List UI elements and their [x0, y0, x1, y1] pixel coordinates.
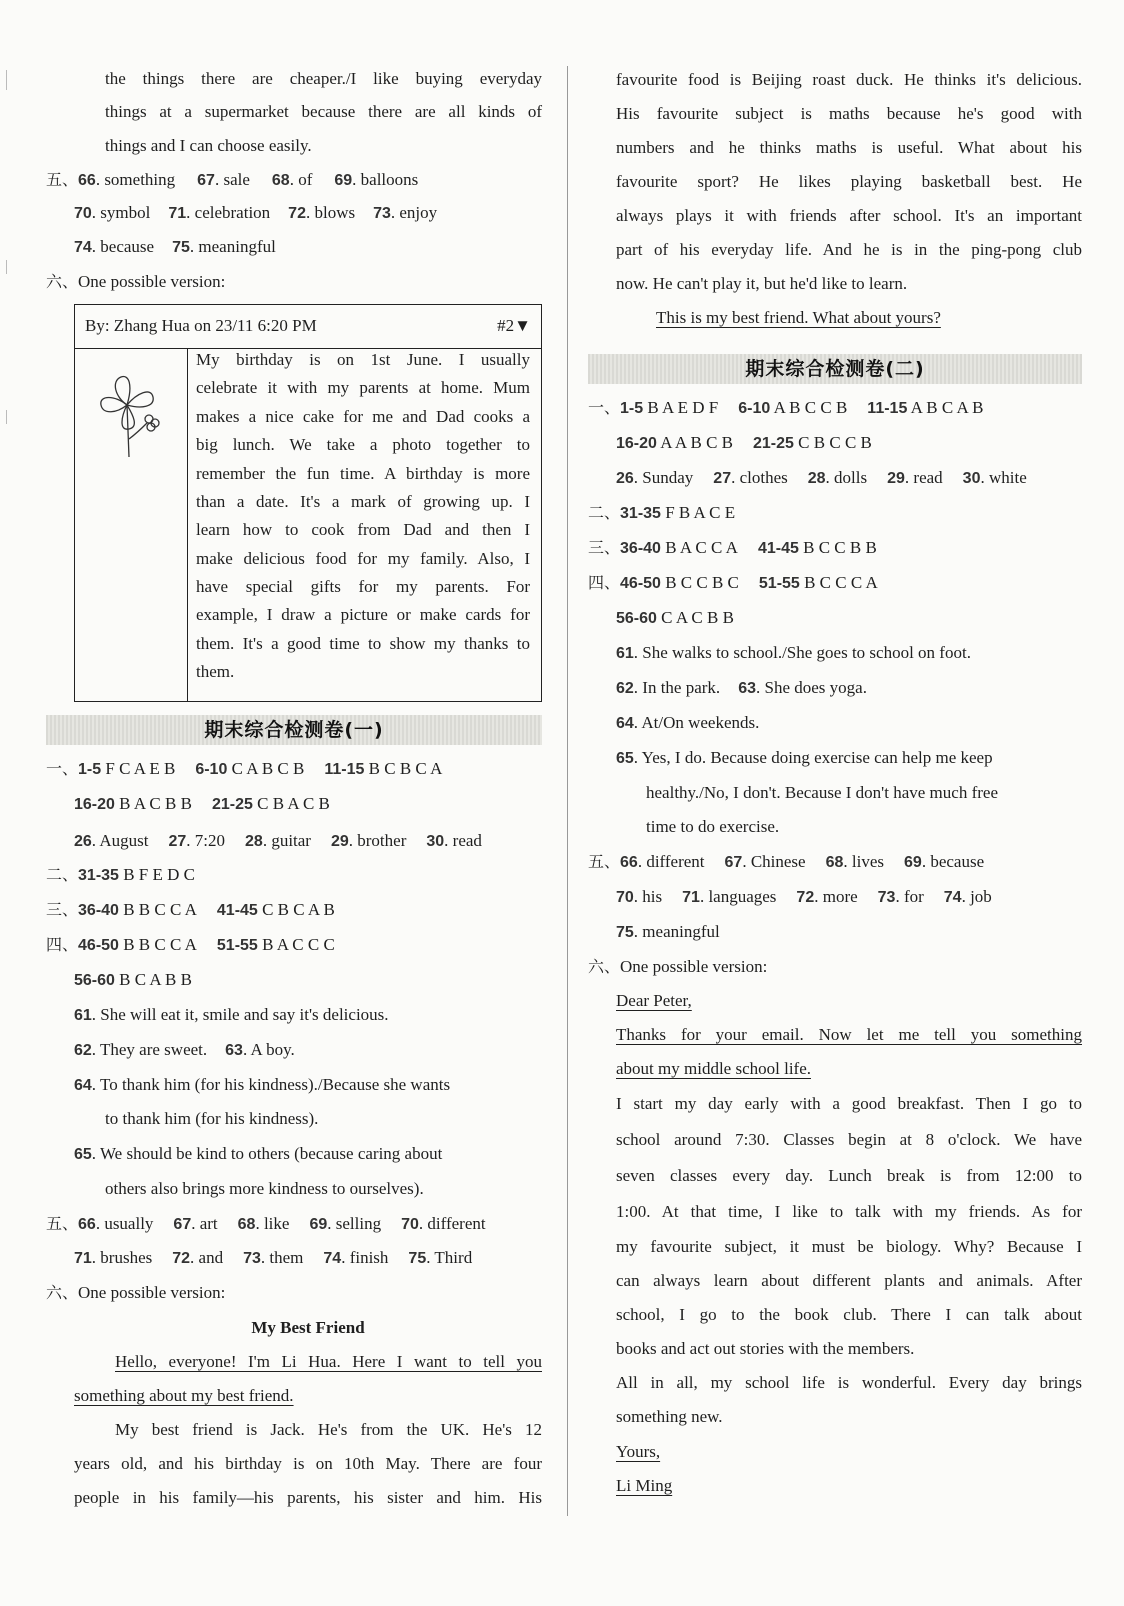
letter-line: my favourite subject, it must be biology. Why? Because I: [616, 1237, 1082, 1256]
answer: They are sweet.: [100, 1040, 208, 1059]
answer: C A C B B: [661, 608, 734, 627]
post-line: learn how to cook from Dad and then I: [196, 520, 530, 539]
answer: blows: [314, 203, 356, 222]
item-number: 72: [172, 1250, 191, 1267]
post-line: than a date. It's a mark of growing up. I: [196, 492, 530, 511]
item-number: 56-60: [616, 610, 657, 627]
exam1-section-1-row: [74, 793, 330, 816]
exam2-section-4-row: [616, 607, 734, 630]
answer: brother: [357, 831, 407, 850]
letter-line: I start my day early with a good breakfast. Then I go to: [616, 1094, 1082, 1113]
essay-opening-line: Hello, everyone! I'm Li Hua. Here I want to tell you: [115, 1352, 542, 1371]
answer: because: [100, 237, 155, 256]
item-number: 71: [168, 205, 187, 222]
item-number: 41-45: [757, 540, 799, 557]
answer: A B C A B: [910, 398, 984, 417]
answer: meaningful: [198, 237, 276, 256]
answer: symbol: [100, 203, 151, 222]
answer: B C B C A: [368, 759, 443, 778]
section-marker: 六、: [46, 272, 79, 291]
letter-greeting: Dear Peter,: [616, 991, 692, 1010]
exam2-section-5-row: 75. meaningful: [616, 922, 720, 941]
essay-line: part of his everyday life. And he is in the ping-pong club: [616, 240, 1082, 259]
post-line: celebrate it with my parents at home. Mum: [196, 378, 530, 397]
item-number: 16-20: [616, 435, 657, 452]
answer: balloons: [360, 170, 419, 189]
essay-closing-line: This is my best friend. What about yours?: [656, 308, 941, 327]
box-divider: [187, 348, 188, 701]
item-number: 70: [401, 1216, 419, 1233]
section-marker: 一、: [46, 759, 79, 778]
label: One possible version:: [78, 272, 226, 291]
item-number: 27: [168, 833, 187, 850]
item-number: 36-40: [78, 902, 119, 919]
item-number: 41-45: [216, 902, 258, 919]
answer: sale: [223, 170, 250, 189]
item-number: 61: [616, 645, 634, 662]
answer: meaningful: [642, 922, 720, 941]
item-number: 56-60: [74, 972, 115, 989]
answer: B A C B B: [119, 794, 192, 813]
item-number: 46-50: [620, 575, 661, 592]
item-number: 74: [323, 1250, 342, 1267]
section-marker: 二、: [588, 503, 621, 522]
item-number: 36-40: [620, 540, 661, 557]
answer: and: [198, 1248, 224, 1267]
answer: guitar: [271, 831, 311, 850]
item-number: 51-55: [758, 575, 800, 592]
answer: Yes, I do. Because doing exercise can help me keep: [641, 748, 993, 767]
exam2-section-5-row: 五、66. different 67. Chinese 68. lives 69. because: [588, 852, 985, 871]
item-number: 63: [738, 680, 756, 697]
section-5-answers: 74. because 75. meaningful: [74, 237, 276, 256]
post-header: [75, 305, 541, 349]
item-number: 30: [426, 833, 445, 850]
item-number: 68: [237, 1216, 256, 1233]
essay-line: My best friend is Jack. He's from the UK. He's 12: [115, 1420, 542, 1439]
answer: read: [913, 468, 943, 487]
exam2-section-2-row: [588, 502, 735, 525]
answer: B A E D F: [647, 398, 719, 417]
answer: Sunday: [642, 468, 694, 487]
letter-line: something new.: [616, 1407, 723, 1426]
answer: like: [263, 1214, 290, 1233]
section-marker: 五、: [46, 170, 79, 189]
exam2-q65-cont: time to do exercise.: [646, 817, 780, 836]
item-number: 6-10: [195, 761, 228, 778]
item-number: 26: [74, 833, 92, 850]
exam1-section-6-label: [46, 1282, 225, 1304]
essay-line: His favourite subject is maths because he's good with: [616, 104, 1082, 123]
item-number: 51-55: [216, 937, 258, 954]
answer: August: [99, 831, 149, 850]
item-number: 68: [825, 854, 844, 871]
exam1-section-5-row: 五、66. usually 67. art 68. like 69. selling 70. different: [46, 1214, 486, 1233]
item-number: 21-25: [211, 796, 253, 813]
post-line: example, I draw a picture or make cards for: [196, 605, 530, 624]
answer: C A B C B: [231, 759, 305, 778]
answer: job: [970, 887, 992, 906]
item-number: 73: [877, 889, 896, 906]
label: One possible version:: [620, 957, 768, 976]
answer: 7:20: [194, 831, 226, 850]
item-number: 66: [620, 854, 638, 871]
section-marker: 二、: [46, 865, 79, 884]
exam2-section-4-row: [588, 572, 878, 595]
exam1-q65: 65. We should be kind to others (because caring about: [74, 1144, 443, 1163]
answer: At/On weekends.: [641, 713, 760, 732]
item-number: 69: [309, 1216, 328, 1233]
item-number: 74: [943, 889, 962, 906]
answer: B C C B B: [803, 538, 877, 557]
item-number: 1-5: [78, 761, 102, 778]
answer: clothes: [739, 468, 788, 487]
answer: Chinese: [750, 852, 806, 871]
answer: B F E D C: [123, 865, 195, 884]
item-number: 68: [271, 172, 290, 189]
answer: different: [427, 1214, 486, 1233]
item-number: 28: [807, 470, 826, 487]
answer: She does yoga.: [764, 678, 867, 697]
item-number: 70: [616, 889, 634, 906]
item-number: 1-5: [620, 400, 644, 417]
answer: C B C A B: [262, 900, 335, 919]
item-number: 21-25: [753, 435, 794, 452]
letter-line: school, I go to the book club. There I can talk about: [616, 1305, 1082, 1324]
section-marker: 一、: [588, 398, 621, 417]
section-marker: 三、: [46, 900, 79, 919]
exam2-section-1-row: 26. Sunday 27. clothes 28. dolls 29. read 30. white: [616, 468, 1027, 487]
exam1-section-2-row: [46, 864, 195, 887]
item-number: 69: [904, 854, 922, 871]
section-marker: 六、: [46, 1283, 79, 1302]
item-number: 71: [682, 889, 700, 906]
section-marker: 四、: [46, 935, 79, 954]
answer: She walks to school./She goes to school on foot.: [642, 643, 971, 662]
item-number: 75: [172, 239, 190, 256]
answer: brushes: [100, 1248, 153, 1267]
exam2-section-6-label: [588, 956, 767, 978]
item-number: 6-10: [738, 400, 771, 417]
essay-line: favourite sport? He likes playing basketball best. He: [616, 172, 1082, 191]
answer: more: [822, 887, 858, 906]
item-number: 75: [408, 1250, 427, 1267]
essay-line: favourite food is Beijing roast duck. He thinks it's delicious.: [616, 70, 1082, 89]
text-line: the things there are cheaper./I like buying everyday: [105, 69, 542, 88]
answer: F B A C E: [665, 503, 736, 522]
item-number: 65: [74, 1146, 92, 1163]
post-line: My birthday is on 1st June. I usually: [196, 350, 530, 369]
answer: C B A C B: [257, 794, 330, 813]
essay-line: numbers and he thinks maths is useful. What about his: [616, 138, 1082, 157]
answer: B C A B B: [119, 970, 192, 989]
answer: because: [930, 852, 985, 871]
answer: read: [452, 831, 482, 850]
post-line: remember the fun time. A birthday is more: [196, 464, 530, 483]
letter-opening-line: Thanks for your email. Now let me tell you something: [616, 1025, 1082, 1044]
answer: B C C C A: [804, 573, 878, 592]
essay-title: My Best Friend: [251, 1318, 365, 1337]
essay-line: now. He can't play it, but he'd like to learn.: [616, 274, 908, 293]
letter-closing: Yours,: [616, 1442, 661, 1461]
section-5-answers: 五、66. something 67. sale 68. of 69. balloons: [46, 170, 419, 189]
answer: To thank him (for his kindness)./Because she wants: [100, 1075, 451, 1094]
letter-line: seven classes every day. Lunch break is from 12:00 to: [616, 1166, 1082, 1185]
item-number: 70: [74, 205, 92, 222]
exam-2-title: 期末综合检测卷(二): [588, 354, 1082, 384]
item-number: 27: [713, 470, 732, 487]
exam1-section-4-row: [46, 934, 335, 957]
item-number: 73: [243, 1250, 261, 1267]
item-number: 65: [616, 750, 634, 767]
post-line: makes a nice cake for me and Dad cooks a: [196, 407, 530, 426]
answer: languages: [708, 887, 777, 906]
answer: B C C B C: [665, 573, 739, 592]
letter-opening-line: about my middle school life.: [616, 1059, 811, 1078]
post-line: them. It's a good time to show my thanks to: [196, 634, 530, 653]
item-number: 72: [288, 205, 306, 222]
post-tag: #2▼: [497, 316, 531, 335]
item-number: 64: [74, 1077, 92, 1094]
letter-line: school around 7:30. Classes begin at 8 o'clock. We have: [616, 1130, 1082, 1149]
letter-line: books and act out stories with the members.: [616, 1339, 915, 1358]
post-line: make delicious food for my family. Also, I: [196, 549, 530, 568]
item-number: 29: [330, 833, 349, 850]
essay-line: years old, and his birthday is on 10th May. There are four: [74, 1454, 542, 1473]
answer: C B C C B: [798, 433, 872, 452]
item-number: 11-15: [324, 761, 365, 778]
item-number: 67: [724, 854, 743, 871]
post-line: big lunch. We take a photo together to: [196, 435, 530, 454]
post-author-line: By: Zhang Hua on 23/11 6:20 PM: [85, 316, 317, 335]
exam1-q65-cont: others also brings more kindness to ourselves).: [105, 1179, 424, 1198]
answer: A boy.: [250, 1040, 295, 1059]
section-marker: 六、: [588, 957, 621, 976]
exam2-section-1-row: [588, 397, 983, 420]
item-number: 64: [616, 715, 634, 732]
edge-mark: [6, 410, 7, 424]
letter-signature: Li Ming: [616, 1476, 673, 1495]
item-number: 67: [173, 1216, 192, 1233]
essay-opening-line: something about my best friend.: [74, 1386, 294, 1405]
answer: different: [646, 852, 705, 871]
item-number: 11-15: [867, 400, 908, 417]
answer: B A C C A: [665, 538, 738, 557]
essay-line: people in his family—his parents, his sister and him. His: [74, 1488, 542, 1507]
post-line: have special gifts for my parents. For: [196, 577, 530, 596]
letter-line: All in all, my school life is wonderful. Every day brings: [616, 1373, 1082, 1392]
exam1-q61: 61. She will eat it, smile and say it's delicious.: [74, 1005, 389, 1024]
item-number: 62: [74, 1042, 92, 1059]
answer: enjoy: [399, 203, 438, 222]
edge-mark: [6, 70, 7, 90]
section-6-label: [46, 271, 225, 293]
exam2-q62-63: 62. In the park. 63. She does yoga.: [616, 678, 867, 697]
exam1-section-5-row: 71. brushes 72. and 73. them 74. finish 75. Third: [74, 1248, 473, 1267]
section-marker: 三、: [588, 538, 621, 557]
answer: B A C C C: [262, 935, 335, 954]
item-number: 66: [78, 1216, 96, 1233]
exam-1-title: 期末综合检测卷(一): [46, 715, 542, 745]
answer: something: [104, 170, 176, 189]
answer: his: [642, 887, 663, 906]
exam2-q64: 64. At/On weekends.: [616, 713, 760, 732]
item-number: 73: [373, 205, 391, 222]
exam1-q62-63: 62. They are sweet. 63. A boy.: [74, 1040, 295, 1059]
text-line: things and I can choose easily.: [105, 136, 312, 155]
item-number: 28: [245, 833, 263, 850]
item-number: 75: [616, 924, 634, 941]
item-number: 74: [74, 239, 92, 256]
exam2-section-1-row: [616, 432, 872, 455]
item-number: 26: [616, 470, 634, 487]
exam2-q65-cont: healthy./No, I don't. Because I don't have much free: [646, 783, 998, 802]
item-number: 31-35: [78, 867, 119, 884]
item-number: 63: [225, 1042, 243, 1059]
exam1-section-1-row: [46, 758, 442, 781]
label: One possible version:: [78, 1283, 226, 1302]
item-number: 69: [334, 172, 353, 189]
answer: celebration: [194, 203, 271, 222]
item-number: 66: [78, 172, 96, 189]
item-number: 71: [74, 1250, 92, 1267]
answer: We should be kind to others (because caring about: [100, 1144, 443, 1163]
exam2-section-3-row: [588, 537, 877, 560]
item-number: 46-50: [78, 937, 119, 954]
answer: white: [988, 468, 1027, 487]
item-number: 67: [197, 172, 215, 189]
answer: Third: [434, 1248, 473, 1267]
exam2-section-5-row: 70. his 71. languages 72. more 73. for 74. job: [616, 887, 992, 906]
answer: In the park.: [642, 678, 721, 697]
answer: She will eat it, smile and say it's delicious.: [100, 1005, 389, 1024]
answer: A A B C B: [660, 433, 733, 452]
column-divider: [567, 66, 568, 1516]
item-number: 62: [616, 680, 634, 697]
exam1-section-3-row: [46, 899, 335, 922]
answer: B B C C A: [123, 900, 197, 919]
answer: them: [269, 1248, 304, 1267]
item-number: 72: [796, 889, 815, 906]
exam1-section-4-row: [74, 969, 192, 992]
answer: finish: [349, 1248, 389, 1267]
exam1-q64-cont: to thank him (for his kindness).: [105, 1109, 319, 1128]
section-marker: 五、: [588, 852, 621, 871]
exam2-q65: 65. Yes, I do. Because doing exercise can help me keep: [616, 748, 993, 767]
answer: art: [199, 1214, 218, 1233]
section-marker: 五、: [46, 1214, 79, 1233]
edge-mark: [6, 260, 7, 274]
letter-line: can always learn about different plants and animals. After: [616, 1271, 1082, 1290]
item-number: 31-35: [620, 505, 661, 522]
letter-line: 1:00. At that time, I like to talk with my friends. As for: [616, 1202, 1082, 1221]
answer: A B C C B: [773, 398, 848, 417]
clover-flower-icon: [97, 367, 167, 467]
text-line: things at a supermarket because there are all kinds of: [105, 102, 542, 121]
section-5-answers: 70. symbol 71. celebration 72. blows 73. enjoy: [74, 203, 438, 222]
item-number: 61: [74, 1007, 92, 1024]
item-number: 29: [887, 470, 905, 487]
answer: B B C C A: [123, 935, 197, 954]
post-line: them.: [196, 662, 235, 681]
item-number: 16-20: [74, 796, 115, 813]
answer: dolls: [834, 468, 868, 487]
answer: selling: [335, 1214, 382, 1233]
exam1-section-1-row: 26. August 27. 7:20 28. guitar 29. brother 30. read: [74, 831, 482, 850]
answer: F C A E B: [105, 759, 176, 778]
exam2-q61: 61. She walks to school./She goes to school on foot.: [616, 643, 971, 662]
answer: of: [298, 170, 313, 189]
essay-line: always plays it with friends after school. It's an important: [616, 206, 1082, 225]
answer: for: [903, 887, 924, 906]
exam1-q64: 64. To thank him (for his kindness)./Because she wants: [74, 1075, 451, 1094]
answer: usually: [104, 1214, 154, 1233]
section-marker: 四、: [588, 573, 621, 592]
answer: lives: [851, 852, 885, 871]
item-number: 30: [962, 470, 981, 487]
